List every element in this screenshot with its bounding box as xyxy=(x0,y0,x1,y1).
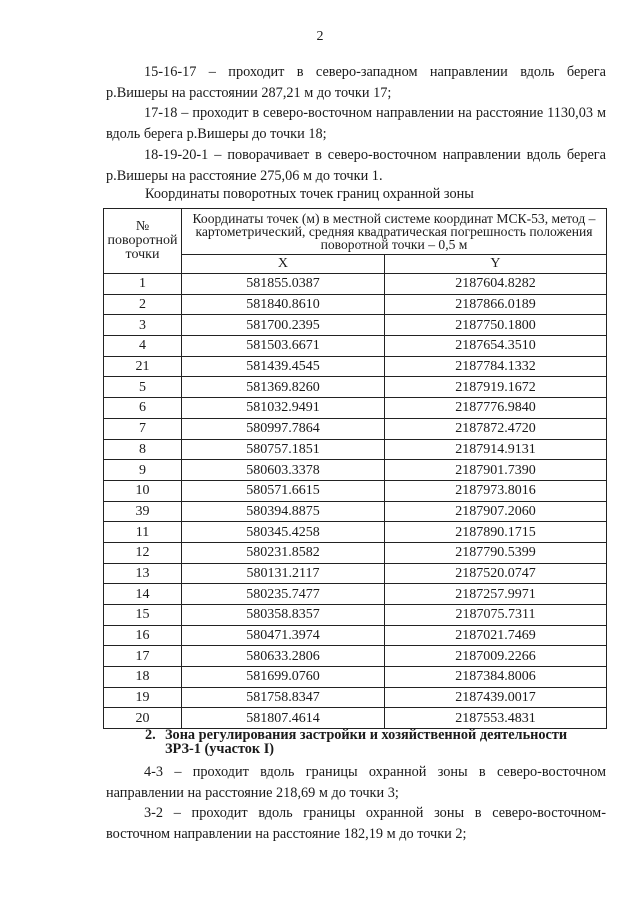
x-coordinate-cell: 581439.4545 xyxy=(182,356,385,377)
table-row xyxy=(104,294,607,315)
y-coordinate-cell: 2187021.7469 xyxy=(384,625,606,646)
table-row xyxy=(104,356,607,377)
y-coordinate-cell: 2187907.2060 xyxy=(384,501,606,522)
y-coordinate-cell: 2187075.7311 xyxy=(384,605,606,626)
x-coordinate-cell: 581855.0387 xyxy=(182,274,385,295)
y-coordinate-cell: 2187890.1715 xyxy=(384,522,606,543)
x-coordinate-cell: 581503.6671 xyxy=(182,336,385,357)
y-coordinate-cell: 2187439.0017 xyxy=(384,687,606,708)
table-caption: Координаты поворотных точек границ охранной зоны xyxy=(145,186,474,202)
y-coordinate-cell: 2187790.5399 xyxy=(384,542,606,563)
boundary-paragraph-15-17 xyxy=(106,62,606,104)
x-coordinate-cell: 580358.8357 xyxy=(182,605,385,626)
x-coordinate-cell: 580571.6615 xyxy=(182,480,385,501)
table-row xyxy=(104,667,607,688)
x-coordinate-cell: 581699.0760 xyxy=(182,667,385,688)
point-number-cell: 9 xyxy=(104,460,182,481)
point-number-cell: 19 xyxy=(104,687,182,708)
table-row xyxy=(104,646,607,667)
paragraph-text: 15-16-17 – проходит в северо-западном направлении вдоль берега р.Вишеры на расстоянии 287,21 м до точки 17; xyxy=(106,64,606,101)
table-row xyxy=(104,418,607,439)
x-coordinate-cell: 581700.2395 xyxy=(182,315,385,336)
x-coordinate-cell: 581840.8610 xyxy=(182,294,385,315)
x-coordinate-cell: 581807.4614 xyxy=(182,708,385,729)
header-point-number: № поворотной точки xyxy=(104,209,182,274)
x-coordinate-cell: 581758.8347 xyxy=(182,687,385,708)
point-number-cell: 7 xyxy=(104,418,182,439)
point-number-cell: 16 xyxy=(104,625,182,646)
boundary-paragraph-17-18 xyxy=(106,103,606,145)
table-row xyxy=(104,501,607,522)
x-coordinate-cell: 581369.8260 xyxy=(182,377,385,398)
section-2-title xyxy=(145,728,615,756)
y-coordinate-cell: 2187654.3510 xyxy=(384,336,606,357)
paragraph-text: 17-18 – проходит в северо-восточном направлении на расстояние 1130,03 м вдоль берега р.Вишеры до точки 18; xyxy=(106,105,606,142)
point-number-cell: 13 xyxy=(104,563,182,584)
table-row xyxy=(104,584,607,605)
paragraph-text: 4-3 – проходит вдоль границы охранной зоны в северо-восточном направлении на расстояние 218,69 м до точки 3; xyxy=(106,764,606,801)
y-coordinate-cell: 2187784.1332 xyxy=(384,356,606,377)
boundary-paragraph-4-3 xyxy=(106,762,606,804)
point-number-cell: 12 xyxy=(104,542,182,563)
boundary-paragraph-3-2 xyxy=(106,803,606,845)
section-2-title-line2: ЗРЗ-1 (участок I) xyxy=(165,741,275,757)
section-title-text: Зона регулирования застройки и хозяйственной деятельности xyxy=(165,727,568,743)
point-number-cell: 14 xyxy=(104,584,182,605)
point-number-cell: 5 xyxy=(104,377,182,398)
table-row xyxy=(104,480,607,501)
header-coordinates: Координаты точек (м) в местной системе координат МСК-53, метод – картометрический, средняя квадратическая погрешность положения поворотной точки – 0,5 м xyxy=(182,209,607,255)
y-coordinate-cell: 2187914.9131 xyxy=(384,439,606,460)
point-number-cell: 18 xyxy=(104,667,182,688)
point-number-cell: 17 xyxy=(104,646,182,667)
x-coordinate-cell: 580603.3378 xyxy=(182,460,385,481)
point-number-cell: 11 xyxy=(104,522,182,543)
x-coordinate-cell: 581032.9491 xyxy=(182,398,385,419)
table-row xyxy=(104,439,607,460)
y-coordinate-cell: 2187776.9840 xyxy=(384,398,606,419)
coordinates-table xyxy=(103,208,607,729)
point-number-cell: 1 xyxy=(104,274,182,295)
x-coordinate-cell: 580345.4258 xyxy=(182,522,385,543)
x-coordinate-cell: 580131.2117 xyxy=(182,563,385,584)
y-coordinate-cell: 2187009.2266 xyxy=(384,646,606,667)
boundary-paragraph-18-1 xyxy=(106,145,606,187)
y-coordinate-cell: 2187901.7390 xyxy=(384,460,606,481)
y-coordinate-cell: 2187257.9971 xyxy=(384,584,606,605)
table-row xyxy=(104,377,607,398)
x-coordinate-cell: 580633.2806 xyxy=(182,646,385,667)
point-number-cell: 8 xyxy=(104,439,182,460)
y-coordinate-cell: 2187604.8282 xyxy=(384,274,606,295)
table-row xyxy=(104,605,607,626)
y-coordinate-cell: 2187384.8006 xyxy=(384,667,606,688)
table-row xyxy=(104,398,607,419)
header-x: X xyxy=(182,255,385,274)
paragraph-text: 18-19-20-1 – поворачивает в северо-восточном направлении вдоль берега р.Вишеры на расстояние 275,06 м до точки 1. xyxy=(106,147,606,184)
x-coordinate-cell: 580471.3974 xyxy=(182,625,385,646)
x-coordinate-cell: 580394.8875 xyxy=(182,501,385,522)
y-coordinate-cell: 2187750.1800 xyxy=(384,315,606,336)
y-coordinate-cell: 2187973.8016 xyxy=(384,480,606,501)
y-coordinate-cell: 2187520.0747 xyxy=(384,563,606,584)
table-row xyxy=(104,315,607,336)
table-row xyxy=(104,542,607,563)
table-row xyxy=(104,687,607,708)
table-row xyxy=(104,708,607,729)
header-y: Y xyxy=(384,255,606,274)
y-coordinate-cell: 2187866.0189 xyxy=(384,294,606,315)
point-number-cell: 15 xyxy=(104,605,182,626)
y-coordinate-cell: 2187553.4831 xyxy=(384,708,606,729)
table-row xyxy=(104,522,607,543)
point-number-cell: 2 xyxy=(104,294,182,315)
table-row xyxy=(104,274,607,295)
point-number-cell: 6 xyxy=(104,398,182,419)
x-coordinate-cell: 580231.8582 xyxy=(182,542,385,563)
point-number-cell: 21 xyxy=(104,356,182,377)
table-row xyxy=(104,460,607,481)
y-coordinate-cell: 2187872.4720 xyxy=(384,418,606,439)
table-row xyxy=(104,625,607,646)
table-row xyxy=(104,336,607,357)
point-number-cell: 4 xyxy=(104,336,182,357)
section-number: 2. xyxy=(145,727,156,743)
point-number-cell: 10 xyxy=(104,480,182,501)
paragraph-text: 3-2 – проходит вдоль границы охранной зоны в северо-восточном-восточном направлении на расстояние 182,19 м до точки 2; xyxy=(106,805,606,842)
x-coordinate-cell: 580235.7477 xyxy=(182,584,385,605)
y-coordinate-cell: 2187919.1672 xyxy=(384,377,606,398)
x-coordinate-cell: 580757.1851 xyxy=(182,439,385,460)
page-number: 2 xyxy=(316,29,324,44)
coordinates-table-body xyxy=(104,274,607,729)
point-number-cell: 3 xyxy=(104,315,182,336)
x-coordinate-cell: 580997.7864 xyxy=(182,418,385,439)
point-number-cell: 20 xyxy=(104,708,182,729)
table-row xyxy=(104,563,607,584)
section-2-title-line1 xyxy=(145,728,615,742)
point-number-cell: 39 xyxy=(104,501,182,522)
